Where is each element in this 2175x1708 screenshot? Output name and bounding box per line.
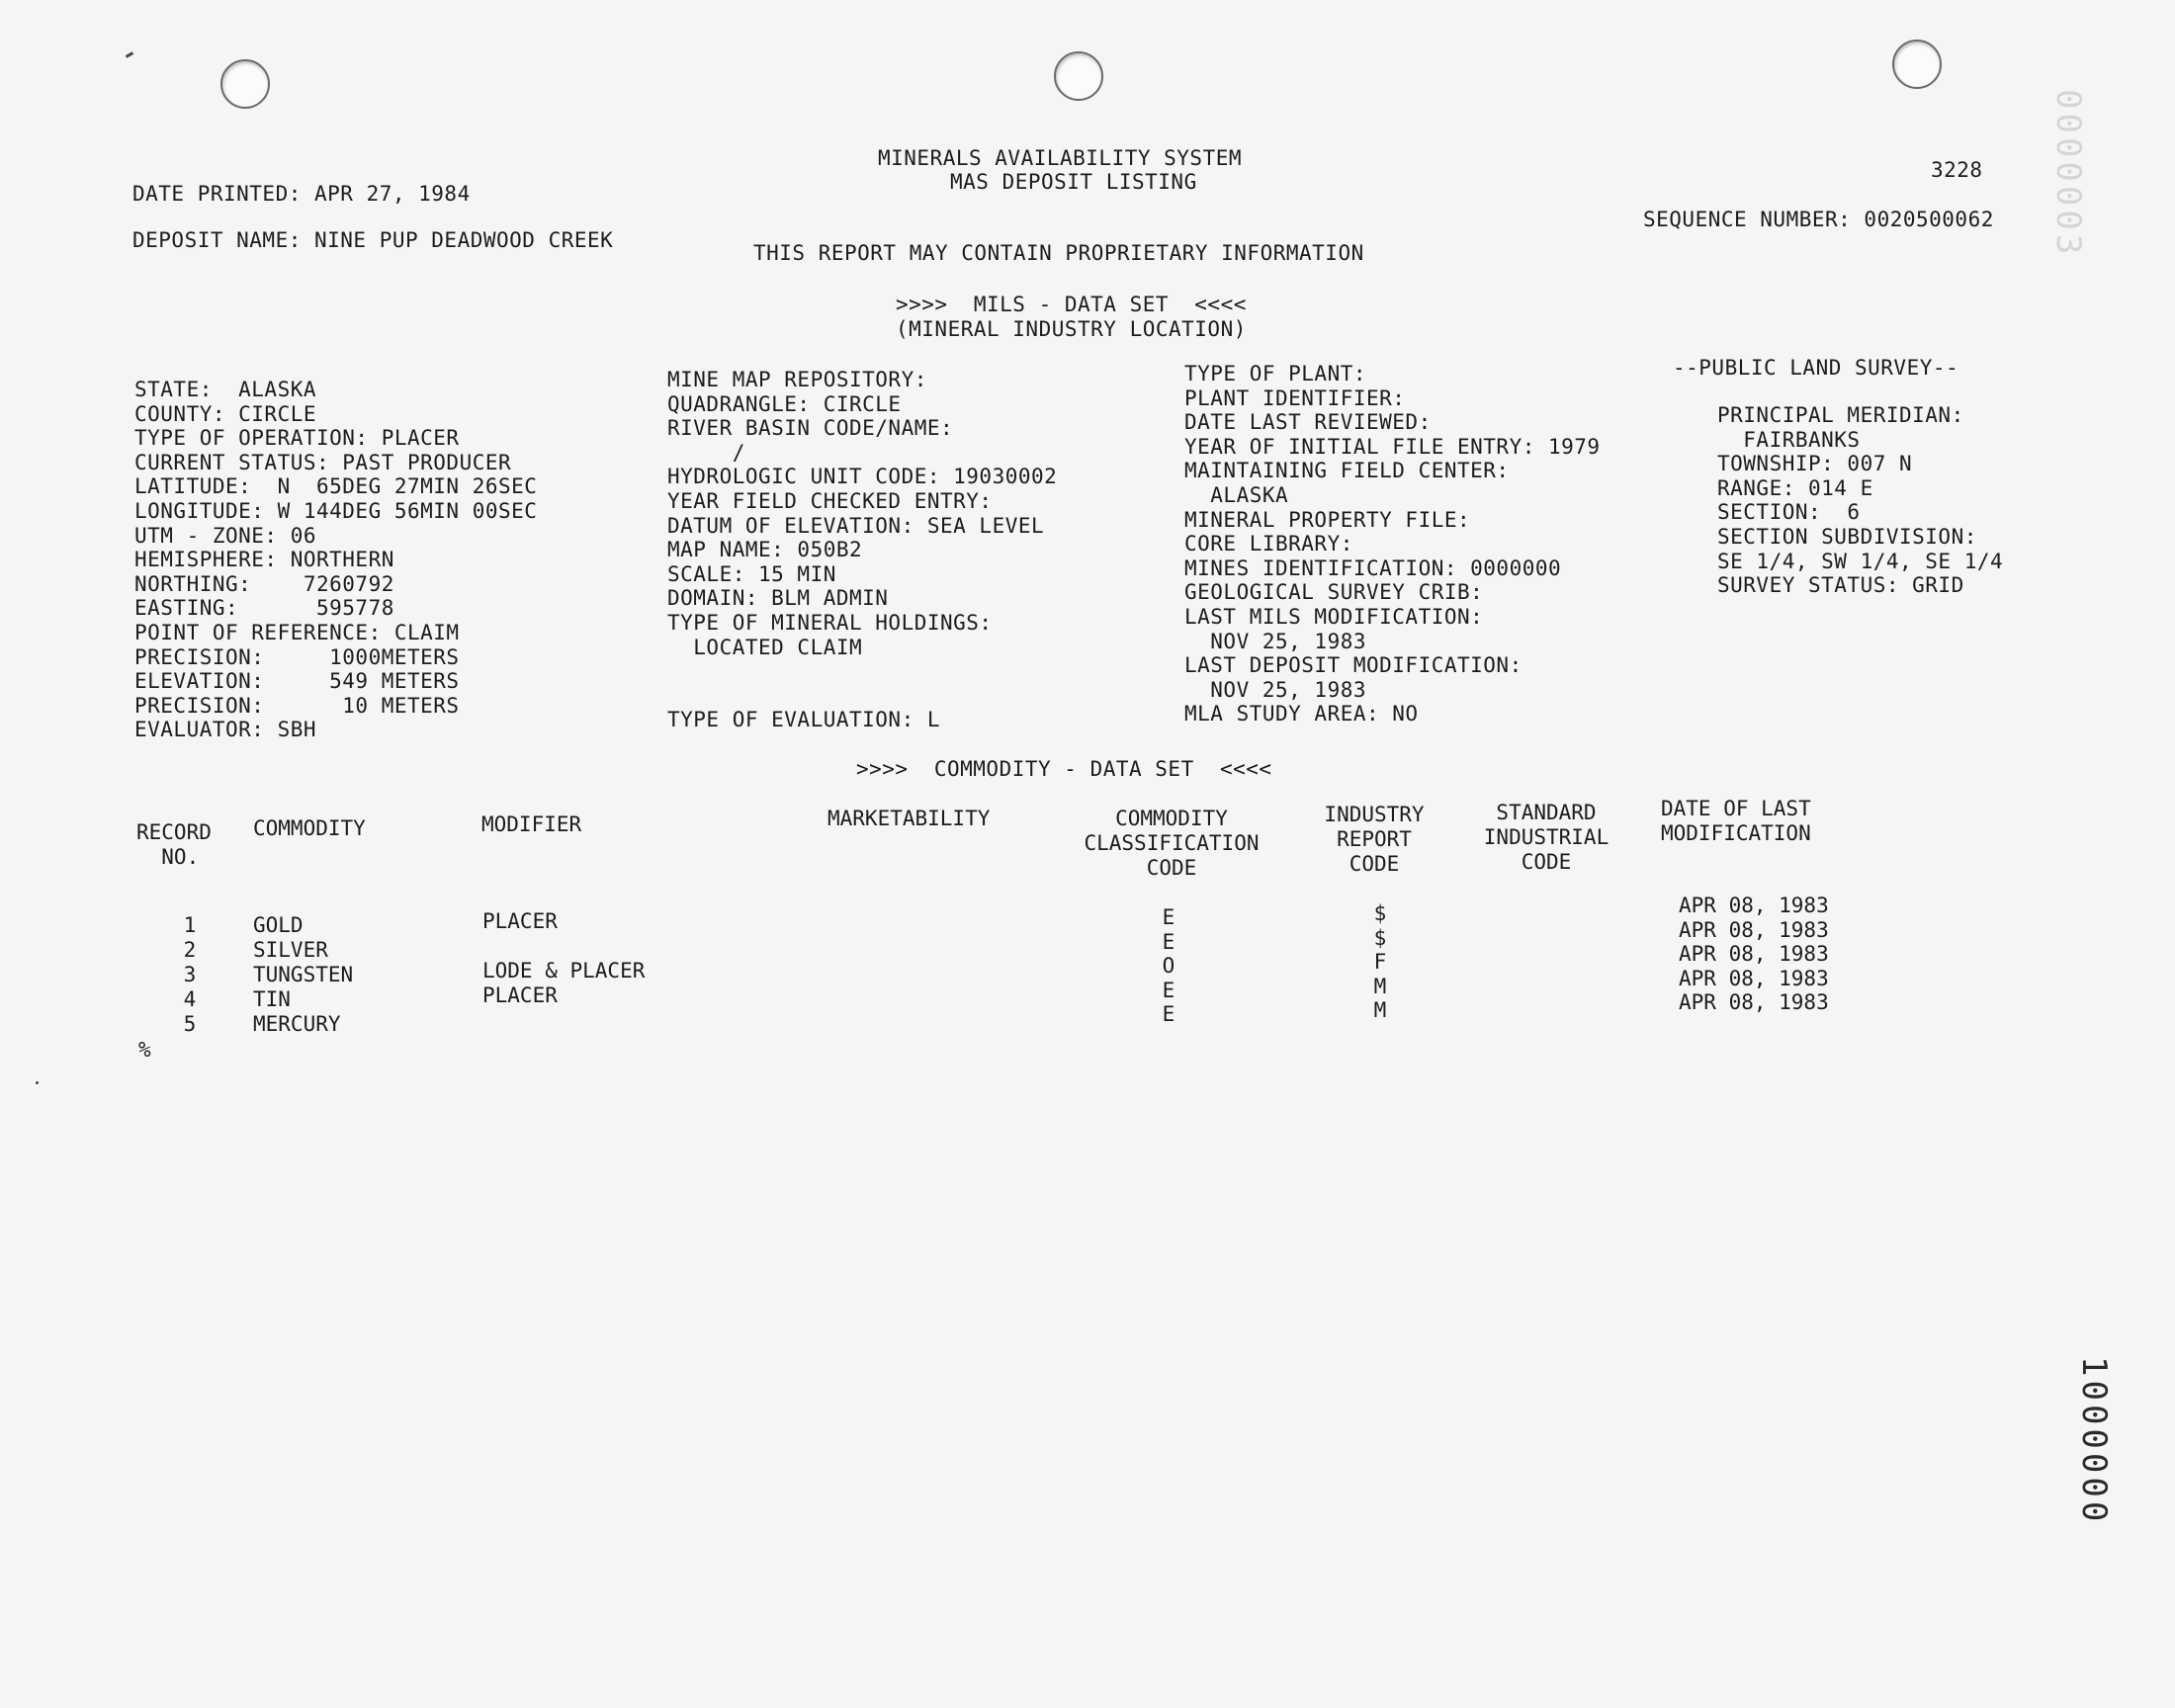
col3-line: ALASKA bbox=[1184, 483, 1289, 507]
header-marketability: MARKETABILITY bbox=[827, 807, 991, 830]
col3-line: MINES IDENTIFICATION: 0000000 bbox=[1184, 556, 1562, 580]
row-date-last-modification: APR 08, 1983 bbox=[1679, 917, 1829, 942]
deposit-name: DEPOSIT NAME: NINE PUP DEADWOOD CREEK bbox=[132, 228, 614, 252]
row-date-last-modification: APR 08, 1983 bbox=[1679, 990, 1829, 1014]
col2-line: / bbox=[667, 441, 745, 465]
row-date-last-modification: APR 08, 1983 bbox=[1679, 966, 1829, 990]
col3-line: LAST DEPOSIT MODIFICATION: bbox=[1184, 653, 1522, 677]
row-commodity: SILVER bbox=[253, 938, 328, 962]
col1-line: COUNTY: CIRCLE bbox=[134, 402, 317, 426]
col2-line: SCALE: 15 MIN bbox=[667, 562, 836, 586]
row-commodity: MERCURY bbox=[253, 1012, 341, 1036]
col3-line: CORE LIBRARY: bbox=[1184, 532, 1353, 555]
header-record-no: RECORD NO. bbox=[136, 820, 212, 869]
side-stamp-bottom: 1000000 bbox=[2074, 1356, 2114, 1526]
proprietary-notice: THIS REPORT MAY CONTAIN PROPRIETARY INFORMATION bbox=[753, 241, 1364, 265]
row-modifier: PLACER bbox=[482, 983, 558, 1007]
sequence-number: SEQUENCE NUMBER: 0020500062 bbox=[1643, 208, 1994, 231]
row-record-no: 3 bbox=[183, 963, 197, 986]
side-stamp-top: 0000003 bbox=[2048, 89, 2088, 259]
col1-line: LATITUDE: N 65DEG 27MIN 26SEC bbox=[134, 474, 538, 498]
col3-line: NOV 25, 1983 bbox=[1184, 678, 1367, 702]
row-classification-code: E bbox=[1162, 905, 1175, 929]
col2-line: HYDROLOGIC UNIT CODE: 19030002 bbox=[667, 465, 1058, 488]
col2-line: DOMAIN: BLM ADMIN bbox=[667, 586, 889, 610]
col2-line: LOCATED CLAIM bbox=[667, 636, 863, 659]
col3-line: MAINTAINING FIELD CENTER: bbox=[1184, 459, 1510, 482]
row-commodity: TUNGSTEN bbox=[253, 963, 354, 986]
punch-hole-left bbox=[220, 59, 270, 109]
row-commodity: TIN bbox=[253, 987, 291, 1011]
row-industry-report-code: $ bbox=[1373, 901, 1387, 925]
row-modifier: LODE & PLACER bbox=[482, 959, 646, 982]
col2-line: DATUM OF ELEVATION: SEA LEVEL bbox=[667, 514, 1045, 538]
row-industry-report-code: M bbox=[1373, 998, 1387, 1022]
col2-line: TYPE OF MINERAL HOLDINGS: bbox=[667, 611, 993, 635]
col2-line: TYPE OF EVALUATION: L bbox=[667, 708, 941, 731]
col1-line: UTM - ZONE: 06 bbox=[134, 524, 317, 548]
header-modifier: MODIFIER bbox=[481, 812, 582, 836]
row-industry-report-code: M bbox=[1373, 974, 1387, 998]
col4-line: TOWNSHIP: 007 N bbox=[1717, 452, 1913, 475]
row-industry-report-code: $ bbox=[1373, 925, 1387, 950]
mils-title: >>>> MILS - DATA SET <<<< bbox=[896, 293, 1247, 316]
col2-line: RIVER BASIN CODE/NAME: bbox=[667, 416, 954, 440]
col2-line: YEAR FIELD CHECKED ENTRY: bbox=[667, 489, 993, 513]
row-record-no: 5 bbox=[183, 1012, 197, 1036]
row-date-last-modification: APR 08, 1983 bbox=[1679, 942, 1829, 966]
row-classification-code: O bbox=[1162, 954, 1175, 978]
col1-line: STATE: ALASKA bbox=[134, 378, 317, 401]
header-industry-report-code: INDUSTRY REPORT CODE bbox=[1324, 803, 1425, 876]
row-modifier: PLACER bbox=[482, 909, 558, 933]
row-record-no: 1 bbox=[183, 913, 197, 937]
row-classification-code: E bbox=[1162, 1002, 1175, 1026]
col3-line: MLA STUDY AREA: NO bbox=[1184, 702, 1419, 726]
mils-subtitle: (MINERAL INDUSTRY LOCATION) bbox=[896, 317, 1247, 341]
public-land-survey-title: --PUBLIC LAND SURVEY-- bbox=[1673, 356, 1959, 380]
punch-hole-center bbox=[1054, 51, 1103, 101]
end-mark: % bbox=[138, 1038, 152, 1062]
col3-line: MINERAL PROPERTY FILE: bbox=[1184, 508, 1471, 532]
page-number: 3228 bbox=[1931, 158, 1983, 182]
col1-line: NORTHING: 7260792 bbox=[134, 572, 394, 596]
col3-line: PLANT IDENTIFIER: bbox=[1184, 386, 1406, 410]
paper-speck bbox=[36, 1081, 39, 1084]
col3-line: YEAR OF INITIAL FILE ENTRY: 1979 bbox=[1184, 435, 1601, 459]
col4-line: PRINCIPAL MERIDIAN: bbox=[1717, 403, 1964, 427]
col1-line: EVALUATOR: SBH bbox=[134, 718, 317, 741]
system-title: MINERALS AVAILABILITY SYSTEM bbox=[878, 146, 1243, 170]
col2-line: QUADRANGLE: CIRCLE bbox=[667, 392, 902, 416]
row-record-no: 4 bbox=[183, 987, 197, 1011]
col4-line: SURVEY STATUS: GRID bbox=[1717, 573, 1964, 597]
row-record-no: 2 bbox=[183, 938, 197, 962]
header-standard-industrial-code: STANDARD INDUSTRIAL CODE bbox=[1483, 801, 1610, 874]
col2-line: MAP NAME: 050B2 bbox=[667, 538, 863, 561]
col4-line: FAIRBANKS bbox=[1717, 428, 1861, 452]
col3-line: NOV 25, 1983 bbox=[1184, 630, 1367, 653]
col3-line: LAST MILS MODIFICATION: bbox=[1184, 605, 1484, 629]
row-classification-code: E bbox=[1162, 978, 1175, 1002]
row-commodity: GOLD bbox=[253, 913, 304, 937]
col1-line: PRECISION: 10 METERS bbox=[134, 694, 460, 718]
commodity-title: >>>> COMMODITY - DATA SET <<<< bbox=[856, 757, 1272, 781]
col1-line: PRECISION: 1000METERS bbox=[134, 645, 460, 669]
col4-line: RANGE: 014 E bbox=[1717, 476, 1873, 500]
punch-hole-right bbox=[1892, 40, 1942, 89]
col2-line: MINE MAP REPOSITORY: bbox=[667, 368, 927, 391]
paper-speck bbox=[126, 51, 133, 58]
header-classification-code: COMMODITY CLASSIFICATION CODE bbox=[1084, 807, 1260, 880]
col1-line: TYPE OF OPERATION: PLACER bbox=[134, 426, 460, 450]
header-date-last-modification: DATE OF LAST MODIFICATION bbox=[1661, 797, 1811, 845]
date-printed: DATE PRINTED: APR 27, 1984 bbox=[132, 182, 471, 206]
col1-line: HEMISPHERE: NORTHERN bbox=[134, 548, 394, 571]
col1-line: ELEVATION: 549 METERS bbox=[134, 669, 460, 693]
col4-line: SECTION SUBDIVISION: bbox=[1717, 525, 1977, 549]
col1-line: CURRENT STATUS: PAST PRODUCER bbox=[134, 451, 512, 474]
col3-line: GEOLOGICAL SURVEY CRIB: bbox=[1184, 580, 1484, 604]
row-industry-report-code: F bbox=[1373, 950, 1387, 974]
col3-line: DATE LAST REVIEWED: bbox=[1184, 410, 1432, 434]
col4-line: SE 1/4, SW 1/4, SE 1/4 bbox=[1717, 550, 2004, 573]
col1-line: POINT OF REFERENCE: CLAIM bbox=[134, 621, 460, 644]
row-date-last-modification: APR 08, 1983 bbox=[1679, 894, 1829, 917]
col1-line: EASTING: 595778 bbox=[134, 596, 394, 620]
row-classification-code: E bbox=[1162, 929, 1175, 954]
header-commodity: COMMODITY bbox=[253, 816, 366, 840]
col1-line: LONGITUDE: W 144DEG 56MIN 00SEC bbox=[134, 499, 538, 523]
col3-line: TYPE OF PLANT: bbox=[1184, 362, 1367, 385]
col4-line: SECTION: 6 bbox=[1717, 500, 1861, 524]
listing-title: MAS DEPOSIT LISTING bbox=[950, 170, 1197, 194]
